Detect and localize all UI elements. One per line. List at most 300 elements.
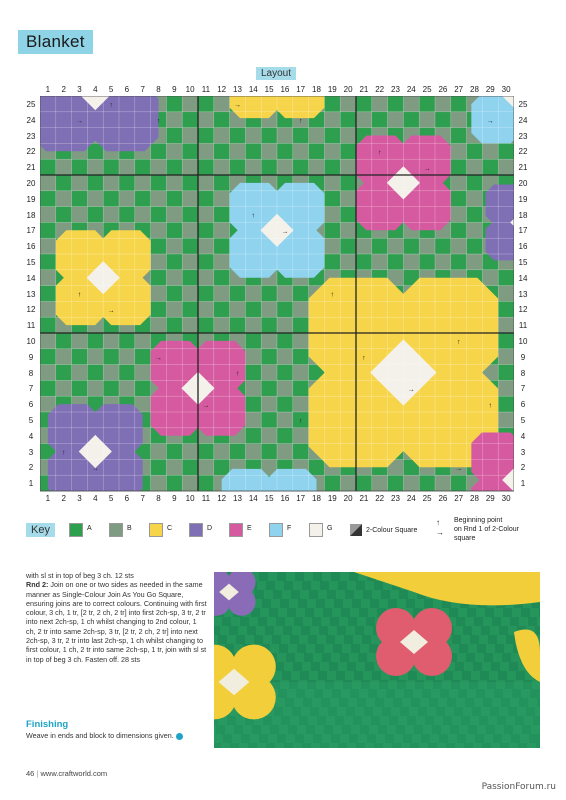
grid-cell — [324, 143, 340, 159]
footer-site: www.craftworld.com — [40, 769, 108, 778]
grid-cell — [103, 365, 119, 381]
grid-cell — [451, 128, 467, 144]
column-number: 30 — [501, 85, 511, 94]
grid-cell — [372, 475, 388, 491]
column-number: 12 — [217, 85, 227, 94]
grid-cell — [388, 112, 404, 128]
grid-cell — [261, 333, 277, 349]
grid-cell — [214, 270, 230, 286]
grid-cell — [198, 270, 214, 286]
grid-cell — [245, 317, 261, 333]
grid-cell — [87, 191, 103, 207]
column-number: 11 — [201, 494, 211, 503]
rnd2-paragraph — [26, 580, 208, 664]
grid-cell — [388, 238, 404, 254]
column-number: 24 — [406, 85, 416, 94]
grid-cell — [166, 159, 182, 175]
grid-cell — [372, 254, 388, 270]
beginning-arrow-icon: → — [455, 465, 463, 473]
grid-cell — [245, 396, 261, 412]
grid-cell — [467, 207, 483, 223]
flower-d-topleft — [40, 96, 159, 151]
grid-cell — [261, 412, 277, 428]
column-number: 12 — [217, 494, 227, 503]
grid-cell — [419, 238, 435, 254]
grid-cell — [293, 396, 309, 412]
grid-cell — [451, 238, 467, 254]
grid-cell — [56, 349, 72, 365]
grid-cell — [40, 238, 56, 254]
page-number: 46 — [26, 769, 35, 778]
grid-cell — [182, 222, 198, 238]
grid-cell — [340, 222, 356, 238]
grid-cell — [214, 96, 230, 112]
key-swatch-g — [309, 523, 323, 537]
grid-cell — [372, 238, 388, 254]
grid-cell — [498, 333, 514, 349]
grid-cell — [261, 349, 277, 365]
grid-cell — [230, 317, 246, 333]
grid-cell — [103, 175, 119, 191]
grid-cell — [198, 459, 214, 475]
beginning-arrow-icon: → — [76, 117, 83, 125]
grid-cell — [277, 365, 293, 381]
grid-cell — [166, 143, 182, 159]
grid-cell — [72, 175, 88, 191]
grid-cell — [198, 143, 214, 159]
grid-cell — [72, 380, 88, 396]
column-number: 23 — [391, 494, 400, 503]
grid-cell — [166, 96, 182, 112]
row-number: 20 — [518, 179, 528, 188]
grid-cell — [498, 396, 514, 412]
column-number: 3 — [77, 494, 82, 503]
grid-cell — [261, 159, 277, 175]
beginning-arrow-icon: ↑ — [298, 418, 303, 426]
grid-cell — [435, 238, 451, 254]
grid-cell — [214, 128, 230, 144]
column-number: 4 — [93, 494, 98, 503]
grid-cell — [87, 365, 103, 381]
row-number: 6 — [520, 400, 526, 410]
grid-cell — [277, 301, 293, 317]
grid-cell — [135, 349, 151, 365]
key-label-f: F — [287, 525, 292, 532]
column-number: 24 — [406, 494, 416, 503]
page-footer — [26, 769, 107, 778]
grid-cell — [245, 301, 261, 317]
grid-cell — [151, 159, 167, 175]
key-swatch-f — [269, 523, 283, 537]
beginning-arrow-icon: → — [202, 402, 210, 410]
grid-cell — [324, 254, 340, 270]
beginning-arrow-icon: → — [107, 307, 115, 315]
beginning-arrow-icon: → — [407, 386, 415, 394]
grid-cell — [119, 159, 135, 175]
grid-cell — [103, 159, 119, 175]
grid-cell — [245, 286, 261, 302]
grid-cell — [166, 175, 182, 191]
footer-separator: | — [36, 769, 39, 778]
row-number: 2 — [520, 463, 526, 473]
grid-cell — [56, 191, 72, 207]
beginning-line-1: Beginning point — [454, 517, 503, 524]
grid-cell — [245, 412, 261, 428]
grid-cell — [467, 175, 483, 191]
grid-cell — [467, 254, 483, 270]
column-number: 27 — [454, 85, 464, 94]
column-number: 7 — [140, 85, 145, 94]
grid-cell — [498, 286, 514, 302]
row-number: 23 — [26, 131, 36, 141]
row-number: 12 — [518, 305, 528, 315]
grid-cell — [40, 365, 56, 381]
grid-cell — [119, 333, 135, 349]
grid-cell — [198, 475, 214, 491]
grid-cell — [245, 159, 261, 175]
grid-cell — [277, 317, 293, 333]
grid-cell — [324, 128, 340, 144]
column-number: 29 — [485, 494, 495, 503]
two-colour-label: 2-Colour Square — [366, 527, 418, 534]
grid-cell — [467, 238, 483, 254]
grid-cell — [293, 128, 309, 144]
grid-cell — [388, 475, 404, 491]
grid-cell — [451, 112, 467, 128]
grid-cell — [435, 96, 451, 112]
grid-cell — [103, 207, 119, 223]
grid-cell — [182, 175, 198, 191]
grid-cell — [372, 112, 388, 128]
row-number: 17 — [26, 226, 36, 236]
row-number: 5 — [28, 416, 34, 425]
column-number: 26 — [438, 85, 448, 94]
key-swatch-b — [109, 523, 123, 537]
grid-cell — [356, 112, 372, 128]
grid-cell — [230, 444, 246, 460]
row-number: 10 — [26, 337, 36, 346]
row-number: 7 — [28, 384, 34, 394]
beginning-arrow-icon: → — [91, 465, 99, 473]
grid-cell — [119, 380, 135, 396]
grid-cell — [72, 349, 88, 365]
row-number: 24 — [26, 115, 36, 125]
grid-cell — [340, 96, 356, 112]
grid-cell — [198, 222, 214, 238]
grid-cell — [293, 301, 309, 317]
row-number: 1 — [28, 479, 34, 489]
row-number: 8 — [520, 368, 526, 378]
grid-cell — [135, 333, 151, 349]
row-number: 17 — [518, 226, 528, 236]
grid-cell — [182, 238, 198, 254]
row-number: 14 — [518, 273, 528, 283]
grid-cell — [40, 207, 56, 223]
grid-cell — [103, 349, 119, 365]
row-number: 16 — [518, 242, 528, 252]
column-number: 8 — [156, 85, 161, 94]
column-number: 28 — [470, 494, 479, 503]
grid-cell — [166, 207, 182, 223]
grid-cell — [166, 317, 182, 333]
grid-cell — [324, 238, 340, 254]
grid-cell — [340, 254, 356, 270]
grid-cell — [467, 191, 483, 207]
grid-cell — [214, 143, 230, 159]
key-swatch-d — [189, 523, 203, 537]
grid-cell — [277, 349, 293, 365]
finishing-text — [26, 731, 183, 740]
beginning-arrow-icon: ↑ — [330, 291, 335, 299]
grid-cell — [214, 317, 230, 333]
grid-cell — [293, 317, 309, 333]
row-number: 7 — [520, 384, 526, 394]
grid-cell — [56, 333, 72, 349]
grid-cell — [40, 191, 56, 207]
grid-cell — [340, 191, 356, 207]
column-number: 22 — [375, 85, 385, 94]
column-number: 26 — [438, 494, 448, 503]
row-number: 13 — [26, 289, 36, 299]
grid-cell — [261, 143, 277, 159]
beginning-arrow-icon: ↑ — [456, 339, 461, 347]
grid-cell — [324, 175, 340, 191]
grid-cell — [245, 143, 261, 159]
grid-cell — [166, 286, 182, 302]
column-number: 5 — [108, 85, 114, 94]
row-number: 19 — [518, 194, 528, 204]
column-number: 16 — [280, 85, 290, 94]
grid-cell — [198, 96, 214, 112]
grid-cell — [40, 222, 56, 238]
grid-cell — [182, 159, 198, 175]
grid-cell — [293, 159, 309, 175]
grid-cell — [182, 254, 198, 270]
column-number: 27 — [454, 494, 464, 503]
grid-cell — [40, 175, 56, 191]
grid-cell — [324, 112, 340, 128]
grid-cell — [451, 254, 467, 270]
instruction-line-0: with sl st in top of beg 3 ch. 12 sts — [26, 571, 134, 580]
row-number: 3 — [28, 447, 34, 457]
grid-cell — [56, 207, 72, 223]
grid-cell — [182, 191, 198, 207]
row-number: 16 — [26, 242, 36, 252]
grid-cell — [72, 191, 88, 207]
grid-cell — [388, 96, 404, 112]
grid-cell — [198, 286, 214, 302]
grid-cell — [419, 112, 435, 128]
row-number: 21 — [26, 163, 36, 173]
grid-cell — [467, 143, 483, 159]
row-number: 19 — [26, 194, 36, 204]
grid-cell — [151, 143, 167, 159]
grid-cell — [261, 128, 277, 144]
beginning-line-2: on Rnd 1 of 2-Colour — [454, 526, 519, 533]
grid-cell — [198, 112, 214, 128]
row-number: 25 — [518, 100, 528, 109]
grid-cell — [56, 380, 72, 396]
grid-cell — [245, 333, 261, 349]
grid-cell — [198, 128, 214, 144]
end-mark-icon — [176, 733, 183, 740]
grid-cell — [119, 349, 135, 365]
grid-cell — [198, 444, 214, 460]
grid-cell — [166, 222, 182, 238]
grid-cell — [277, 143, 293, 159]
grid-cell — [324, 207, 340, 223]
beginning-arrow-icon: ↑ — [109, 102, 113, 110]
grid-cell — [151, 175, 167, 191]
key-label-a: A — [87, 525, 92, 532]
column-number: 28 — [470, 85, 479, 94]
row-number: 3 — [520, 447, 526, 457]
grid-cell — [103, 333, 119, 349]
grid-cell — [214, 286, 230, 302]
grid-cell — [309, 143, 325, 159]
column-number: 16 — [280, 494, 290, 503]
grid-cell — [214, 191, 230, 207]
row-number: 14 — [26, 273, 36, 283]
grid-cell — [40, 286, 56, 302]
beginning-arrow-icon: → — [486, 117, 494, 125]
beginning-arrows-icon: ↑ → — [436, 518, 444, 537]
layout-label: Layout — [256, 67, 296, 80]
grid-cell — [40, 301, 56, 317]
grid-cell — [277, 286, 293, 302]
column-number: 9 — [172, 494, 177, 503]
grid-cell — [293, 444, 309, 460]
grid-cell — [467, 222, 483, 238]
column-number: 21 — [359, 85, 369, 94]
row-number: 13 — [518, 289, 528, 299]
grid-cell — [482, 159, 498, 175]
grid-cell — [230, 143, 246, 159]
grid-cell — [119, 175, 135, 191]
grid-cell — [40, 317, 56, 333]
grid-cell — [498, 380, 514, 396]
column-number: 9 — [172, 85, 177, 94]
grid-cell — [261, 286, 277, 302]
photo-flower-purple — [214, 572, 256, 616]
grid-cell — [277, 396, 293, 412]
grid-cell — [151, 301, 167, 317]
grid-cell — [135, 191, 151, 207]
grid-cell — [72, 159, 88, 175]
grid-cell — [135, 159, 151, 175]
column-number: 17 — [296, 85, 306, 94]
column-number: 23 — [391, 85, 400, 94]
beginning-arrow-icon: ↑ — [298, 117, 303, 125]
grid-cell — [56, 175, 72, 191]
grid-cell — [245, 365, 261, 381]
column-number: 22 — [375, 494, 385, 503]
column-number: 14 — [248, 85, 258, 94]
grid-cell — [72, 207, 88, 223]
column-number: 18 — [312, 85, 321, 94]
grid-cell — [214, 459, 230, 475]
grid-cell — [261, 396, 277, 412]
grid-cell — [293, 143, 309, 159]
grid-cell — [166, 112, 182, 128]
column-number: 18 — [312, 494, 321, 503]
grid-cell — [277, 428, 293, 444]
row-number: 5 — [520, 416, 526, 425]
column-number: 15 — [264, 494, 274, 503]
grid-cell — [498, 301, 514, 317]
beginning-arrow-icon: → — [234, 102, 241, 110]
grid-cell — [166, 475, 182, 491]
column-number: 19 — [327, 494, 337, 503]
grid-cell — [388, 254, 404, 270]
grid-cell — [451, 222, 467, 238]
key-label-e: E — [247, 525, 252, 532]
grid-cell — [214, 159, 230, 175]
beginning-arrow-icon: ↑ — [77, 291, 82, 299]
grid-cell — [324, 222, 340, 238]
grid-cell — [261, 444, 277, 460]
grid-cell — [309, 159, 325, 175]
grid-cell — [451, 175, 467, 191]
grid-cell — [182, 301, 198, 317]
beginning-arrow-icon: ↑ — [377, 149, 382, 157]
grid-cell — [56, 365, 72, 381]
column-number: 10 — [185, 494, 195, 503]
grid-cell — [198, 301, 214, 317]
grid-cell — [182, 317, 198, 333]
grid-cell — [245, 380, 261, 396]
grid-cell — [182, 112, 198, 128]
key-label-d: D — [207, 525, 213, 532]
grid-cell — [245, 349, 261, 365]
row-number: 1 — [520, 479, 526, 489]
grid-cell — [214, 254, 230, 270]
column-number: 2 — [61, 494, 66, 503]
grid-cell — [198, 191, 214, 207]
grid-cell — [87, 175, 103, 191]
column-number: 25 — [422, 85, 432, 94]
beginning-arrow-icon: ↑ — [235, 370, 240, 378]
grid-cell — [103, 191, 119, 207]
grid-cell — [261, 365, 277, 381]
row-number: 10 — [518, 337, 528, 346]
row-number: 9 — [28, 352, 34, 362]
grid-cell — [166, 301, 182, 317]
grid-cell — [40, 349, 56, 365]
beginning-point-label — [454, 516, 519, 543]
column-number: 6 — [124, 494, 130, 503]
key-label: Key — [26, 523, 55, 537]
grid-cell — [403, 475, 419, 491]
column-number: 1 — [45, 494, 51, 503]
row-number: 25 — [26, 100, 36, 109]
flower-d-bottomleft — [48, 404, 143, 492]
grid-cell — [214, 207, 230, 223]
column-number: 17 — [296, 494, 306, 503]
grid-cell — [309, 128, 325, 144]
grid-cell — [261, 380, 277, 396]
grid-cell — [482, 143, 498, 159]
row-number: 4 — [28, 431, 34, 441]
key-label-g: G — [327, 525, 333, 532]
grid-cell — [151, 207, 167, 223]
grid-cell — [293, 365, 309, 381]
key-label-b: B — [127, 525, 132, 532]
grid-cell — [166, 254, 182, 270]
row-number: 4 — [520, 431, 526, 441]
flower-e-bottomright — [471, 433, 514, 492]
beginning-arrow-icon: ↑ — [61, 449, 66, 457]
